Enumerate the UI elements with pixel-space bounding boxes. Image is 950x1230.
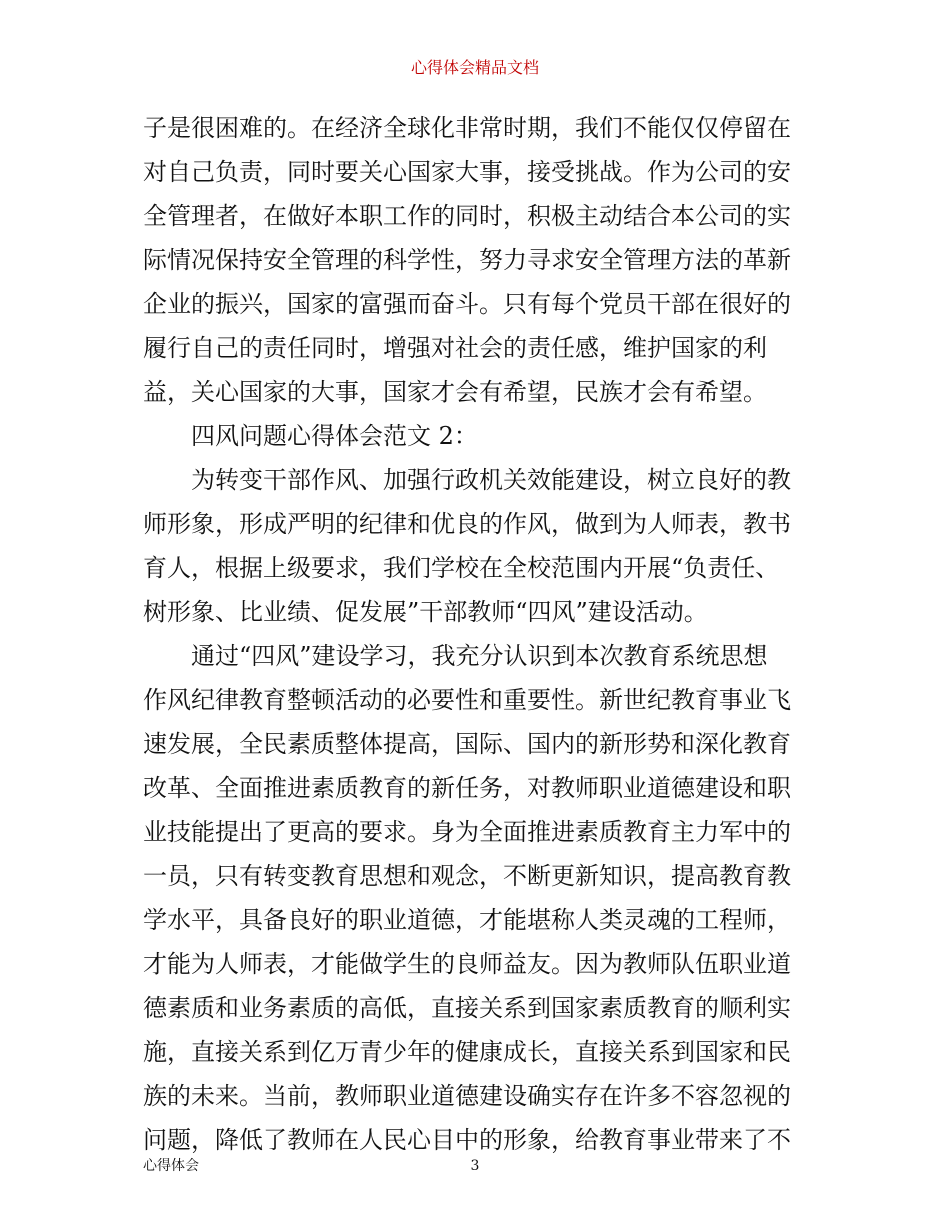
body-line: 改革、全面推进素质教育的新任务，对教师职业道德建设和职 [143, 774, 791, 802]
body-line: 育人，根据上级要求，我们学校在全校范围内开展“负责任、 [143, 554, 780, 582]
body-line: 学水平，具备良好的职业道德，才能堪称人类灵魂的工程师， [143, 906, 791, 934]
document-header-title: 心得体会精品文档 [410, 58, 539, 77]
body-line: 师形象，形成严明的纪律和优良的作风，做到为人师表，教书 [143, 510, 791, 538]
body-line: 才能为人师表，才能做学生的良师益友。因为教师队伍职业道 [143, 950, 791, 978]
body-line: 际情况保持安全管理的科学性，努力寻求安全管理方法的革新 [143, 246, 791, 274]
body-line: 作风纪律教育整顿活动的必要性和重要性。新世纪教育事业飞 [143, 686, 791, 714]
body-line: 子是很困难的。在经济全球化非常时期，我们不能仅仅停留在 [143, 114, 791, 142]
page-number: 3 [470, 1158, 480, 1174]
section-heading: 四风问题心得体会范文 2： [191, 422, 478, 450]
body-line: 树形象、比业绩、促发展”干部教师“四风”建设活动。 [143, 598, 708, 626]
body-line: 族的未来。当前，教师职业道德建设确实存在许多不容忽视的 [143, 1082, 791, 1110]
body-line: 为转变干部作风、加强行政机关效能建设，树立良好的教 [191, 466, 791, 494]
body-line: 业技能提出了更高的要求。身为全面推进素质教育主力军中的 [143, 818, 791, 846]
body-line: 履行自己的责任同时，增强对社会的责任感，维护国家的利 [143, 334, 767, 362]
body-line: 问题，降低了教师在人民心目中的形象，给教育事业带来了不 [143, 1126, 791, 1154]
body-line: 企业的振兴，国家的富强而奋斗。只有每个党员干部在很好的 [143, 290, 791, 318]
body-line: 德素质和业务素质的高低，直接关系到国家素质教育的顺利实 [143, 994, 791, 1022]
body-line: 通过“四风”建设学习，我充分认识到本次教育系统思想 [191, 642, 768, 670]
footer-label: 心得体会 [143, 1158, 199, 1174]
body-line: 对自己负责，同时要关心国家大事，接受挑战。作为公司的安 [143, 158, 791, 186]
body-line: 一员，只有转变教育思想和观念，不断更新知识，提高教育教 [143, 862, 791, 890]
body-line: 施，直接关系到亿万青少年的健康成长，直接关系到国家和民 [143, 1038, 791, 1066]
body-line: 速发展，全民素质整体提高，国际、国内的新形势和深化教育 [143, 730, 791, 758]
document-body [143, 106, 823, 1162]
body-line: 益，关心国家的大事，国家才会有希望，民族才会有希望。 [143, 378, 767, 406]
body-line: 全管理者，在做好本职工作的同时，积极主动结合本公司的实 [143, 202, 791, 230]
